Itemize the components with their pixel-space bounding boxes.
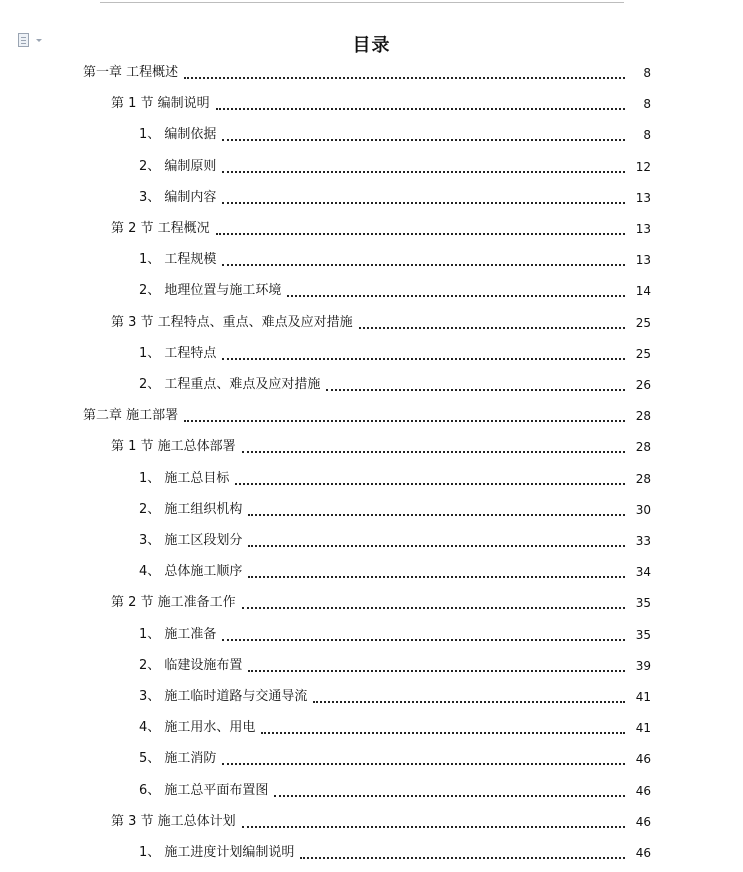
dot-leader: [242, 451, 625, 453]
toc-entry-text: 第 1 节 施工总体部署: [111, 439, 236, 454]
toc-entry[interactable]: [139, 749, 651, 769]
toc-entry-text: 1、 施工准备: [139, 627, 217, 642]
toc-entry[interactable]: [139, 625, 651, 645]
toc-entry-text: 2、 工程重点、难点及应对措施: [139, 377, 321, 392]
toc-entry-text: 6、 施工总平面布置图: [139, 783, 269, 798]
toc-entry-text: 1、 施工进度计划编制说明: [139, 845, 295, 860]
toc-page-number: 28: [635, 472, 651, 486]
toc-page-number: 26: [635, 378, 651, 392]
toc-entry[interactable]: [139, 188, 651, 208]
toc-entry-text: 2、 编制原则: [139, 159, 217, 174]
dot-leader: [216, 233, 625, 235]
toc-entry-text: 4、 施工用水、用电: [139, 720, 256, 735]
toc-entry-text: 3、 编制内容: [139, 190, 217, 205]
toc-entry[interactable]: [139, 125, 651, 145]
toc-entry-text: 5、 施工消防: [139, 751, 217, 766]
toc-page-number: 28: [635, 440, 651, 454]
toc-page-number: 35: [635, 596, 651, 610]
toc-page-number: 46: [635, 752, 651, 766]
toc-entry-text: 第二章 施工部署: [83, 408, 179, 423]
dot-leader: [248, 514, 625, 516]
dot-leader: [235, 483, 625, 485]
dot-leader: [222, 763, 625, 765]
dot-leader: [313, 701, 625, 703]
toc-entry[interactable]: [139, 687, 651, 707]
toc-page-number: 39: [635, 659, 651, 673]
toc-entry[interactable]: [111, 94, 651, 114]
dot-leader: [287, 295, 625, 297]
toc-page-number: 33: [635, 534, 651, 548]
toc-entry-text: 第 2 节 工程概况: [111, 221, 210, 236]
toc-page-number: 30: [635, 503, 651, 517]
toc-entry[interactable]: [111, 219, 651, 239]
toc-page-number: 25: [635, 347, 651, 361]
toc-entry[interactable]: [139, 281, 651, 301]
dot-leader: [216, 108, 625, 110]
toc-page-number: 41: [635, 721, 651, 735]
toc-entry[interactable]: [83, 406, 651, 426]
dot-leader: [326, 389, 625, 391]
toc-entry-text: 3、 施工区段划分: [139, 533, 243, 548]
toc-page-number: 14: [635, 284, 651, 298]
toc-page-number: 41: [635, 690, 651, 704]
toc-entry[interactable]: [111, 812, 651, 832]
dot-leader: [248, 670, 625, 672]
dot-leader: [184, 420, 625, 422]
toc-page-number: 46: [635, 815, 651, 829]
dot-leader: [184, 77, 625, 79]
toc-page-number: 46: [635, 784, 651, 798]
toc-entry[interactable]: [111, 437, 651, 457]
toc-entry[interactable]: [139, 843, 651, 863]
toc-entry[interactable]: [139, 469, 651, 489]
toc-entry-text: 第 2 节 施工准备工作: [111, 595, 236, 610]
toc-page-number: 8: [643, 128, 651, 142]
toc-entry-text: 1、 施工总目标: [139, 471, 230, 486]
toc-entry-text: 3、 施工临时道路与交通导流: [139, 689, 308, 704]
dot-leader: [222, 639, 625, 641]
dot-leader: [222, 171, 625, 173]
toc-entry[interactable]: [139, 718, 651, 738]
toc-title: 目录: [352, 35, 391, 56]
dot-leader: [359, 327, 625, 329]
toc-entry-text: 1、 工程特点: [139, 346, 217, 361]
toc-entry[interactable]: [139, 157, 651, 177]
dot-leader: [274, 795, 625, 797]
toc-page-number: 8: [643, 66, 651, 80]
toc-entry[interactable]: [139, 562, 651, 582]
toc-page-number: 34: [635, 565, 651, 579]
dot-leader: [242, 607, 625, 609]
dot-leader: [248, 545, 625, 547]
toc-entry[interactable]: [139, 656, 651, 676]
toc-entry-text: 2、 临建设施布置: [139, 658, 243, 673]
toc-entry[interactable]: [139, 531, 651, 551]
toc-entry-text: 1、 工程规模: [139, 252, 217, 267]
dot-leader: [222, 202, 625, 204]
toc-page-number: 8: [643, 97, 651, 111]
dot-leader: [242, 826, 625, 828]
toc-entry[interactable]: [139, 250, 651, 270]
toc-page-number: 25: [635, 316, 651, 330]
dot-leader: [222, 139, 625, 141]
toc-entry-text: 2、 施工组织机构: [139, 502, 243, 517]
toc-entry[interactable]: [111, 313, 651, 333]
toc-entry[interactable]: [111, 593, 651, 613]
dot-leader: [222, 264, 625, 266]
toc-entry[interactable]: [139, 500, 651, 520]
toc-entry[interactable]: [139, 781, 651, 801]
toc-entry-text: 第一章 工程概述: [83, 65, 179, 80]
toc-entry-text: 第 3 节 工程特点、重点、难点及应对措施: [111, 315, 353, 330]
toc-entry-text: 1、 编制依据: [139, 127, 217, 142]
toc-page-number: 28: [635, 409, 651, 423]
toc-entry-text: 4、 总体施工顺序: [139, 564, 243, 579]
toc-page-number: 13: [635, 253, 651, 267]
toc-entry-text: 第 1 节 编制说明: [111, 96, 210, 111]
page-top-border: [100, 2, 624, 3]
dot-leader: [261, 732, 625, 734]
dot-leader: [222, 358, 625, 360]
toc-page-number: 35: [635, 628, 651, 642]
toc-entry-text: 2、 地理位置与施工环境: [139, 283, 282, 298]
toc-page-number: 13: [635, 222, 651, 236]
dot-leader: [248, 576, 625, 578]
toc-entry-text: 第 3 节 施工总体计划: [111, 814, 236, 829]
toc-page-number: 12: [635, 160, 651, 174]
toc-page-number: 13: [635, 191, 651, 205]
toc-entry[interactable]: [139, 344, 651, 364]
dot-leader: [300, 857, 625, 859]
toc-entry[interactable]: [139, 375, 651, 395]
toc-entry[interactable]: [83, 63, 651, 83]
toc-page-number: 46: [635, 846, 651, 860]
